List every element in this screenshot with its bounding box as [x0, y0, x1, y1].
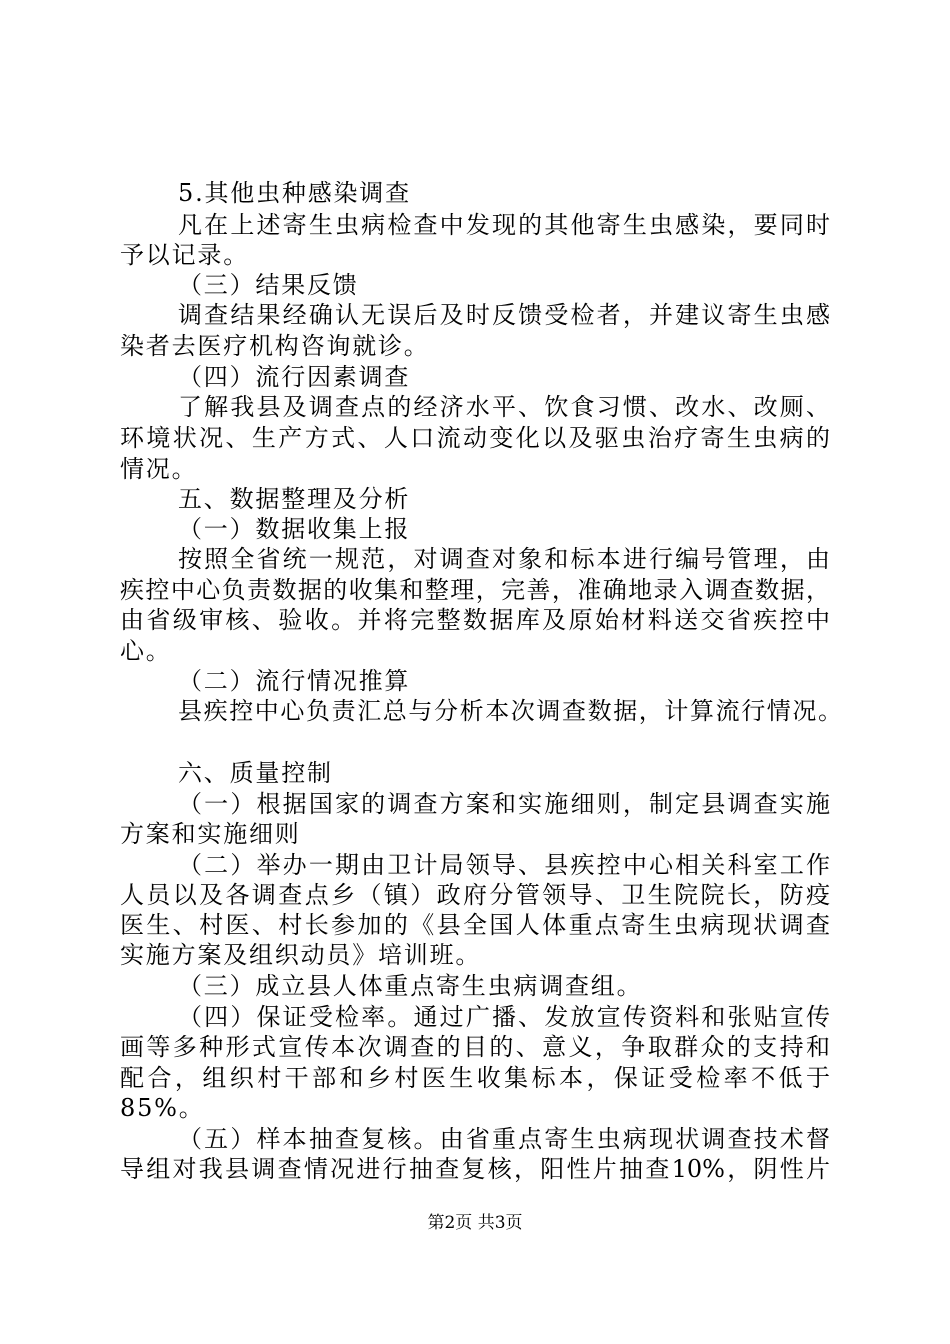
section-heading: 六、质量控制 — [178, 759, 333, 787]
text-line: 导组对我县调查情况进行抽查复核，阳性片抽查10%，阴性片 — [120, 1155, 830, 1183]
text-line: 环境状况、生产方式、人口流动变化以及驱虫治疗寄生虫病的 — [120, 424, 830, 452]
text-line: 心。 — [120, 637, 172, 665]
section-heading: （三）结果反馈 — [178, 271, 359, 299]
text-line: 调查结果经确认无误后及时反馈受检者，并建议寄生虫感 — [178, 301, 830, 329]
text-line: 画等多种形式宣传本次调查的目的、意义，争取群众的支持和 — [120, 1033, 830, 1061]
section-heading: （一）数据收集上报 — [178, 515, 411, 543]
section-heading: （四）流行因素调查 — [178, 363, 411, 391]
text-line: （三）成立县人体重点寄生虫病调查组。 — [178, 972, 643, 1000]
section-heading: （二）流行情况推算 — [178, 667, 411, 695]
text-line: 县疾控中心负责汇总与分析本次调查数据，计算流行情况。 — [178, 697, 842, 725]
text-line: 方案和实施细则 — [120, 820, 301, 848]
text-line: 医生、村医、村长参加的《县全国人体重点寄生虫病现状调查 — [120, 911, 830, 939]
text-line: （四）保证受检率。通过广播、发放宣传资料和张贴宣传 — [178, 1003, 830, 1031]
text-line: 予以记录。 — [120, 241, 249, 269]
text-line: （二）举办一期由卫计局领导、县疾控中心相关科室工作 — [178, 851, 830, 879]
text-line: （五）样本抽查复核。由省重点寄生虫病现状调查技术督 — [178, 1125, 830, 1153]
text-line: （一）根据国家的调查方案和实施细则，制定县调查实施 — [178, 790, 830, 818]
page-number: 第2页 共3页 — [427, 1213, 523, 1233]
text-line: 了解我县及调查点的经济水平、饮食习惯、改水、改厕、 — [178, 393, 830, 421]
text-line: 情况。 — [120, 455, 198, 483]
text-line: 按照全省统一规范，对调查对象和标本进行编号管理，由 — [178, 545, 830, 573]
text-line: 染者去医疗机构咨询就诊。 — [120, 332, 430, 360]
text-line: 由省级审核、验收。并将完整数据库及原始材料送交省疾控中 — [120, 606, 830, 634]
text-line: 配合，组织村干部和乡村医生收集标本，保证受检率不低于 — [120, 1064, 830, 1092]
text-line: 凡在上述寄生虫病检查中发现的其他寄生虫感染，要同时 — [178, 211, 830, 239]
text-line: 人员以及各调查点乡（镇）政府分管领导、卫生院院长，防疫 — [120, 881, 830, 909]
text-line: 5.其他虫种感染调查 — [178, 179, 411, 207]
text-line: 疾控中心负责数据的收集和整理，完善，准确地录入调查数据， — [120, 576, 830, 604]
section-heading: 五、数据整理及分析 — [178, 485, 411, 513]
text-line: 实施方案及组织动员》培训班。 — [120, 941, 482, 969]
text-line: 85%。 — [120, 1094, 205, 1122]
